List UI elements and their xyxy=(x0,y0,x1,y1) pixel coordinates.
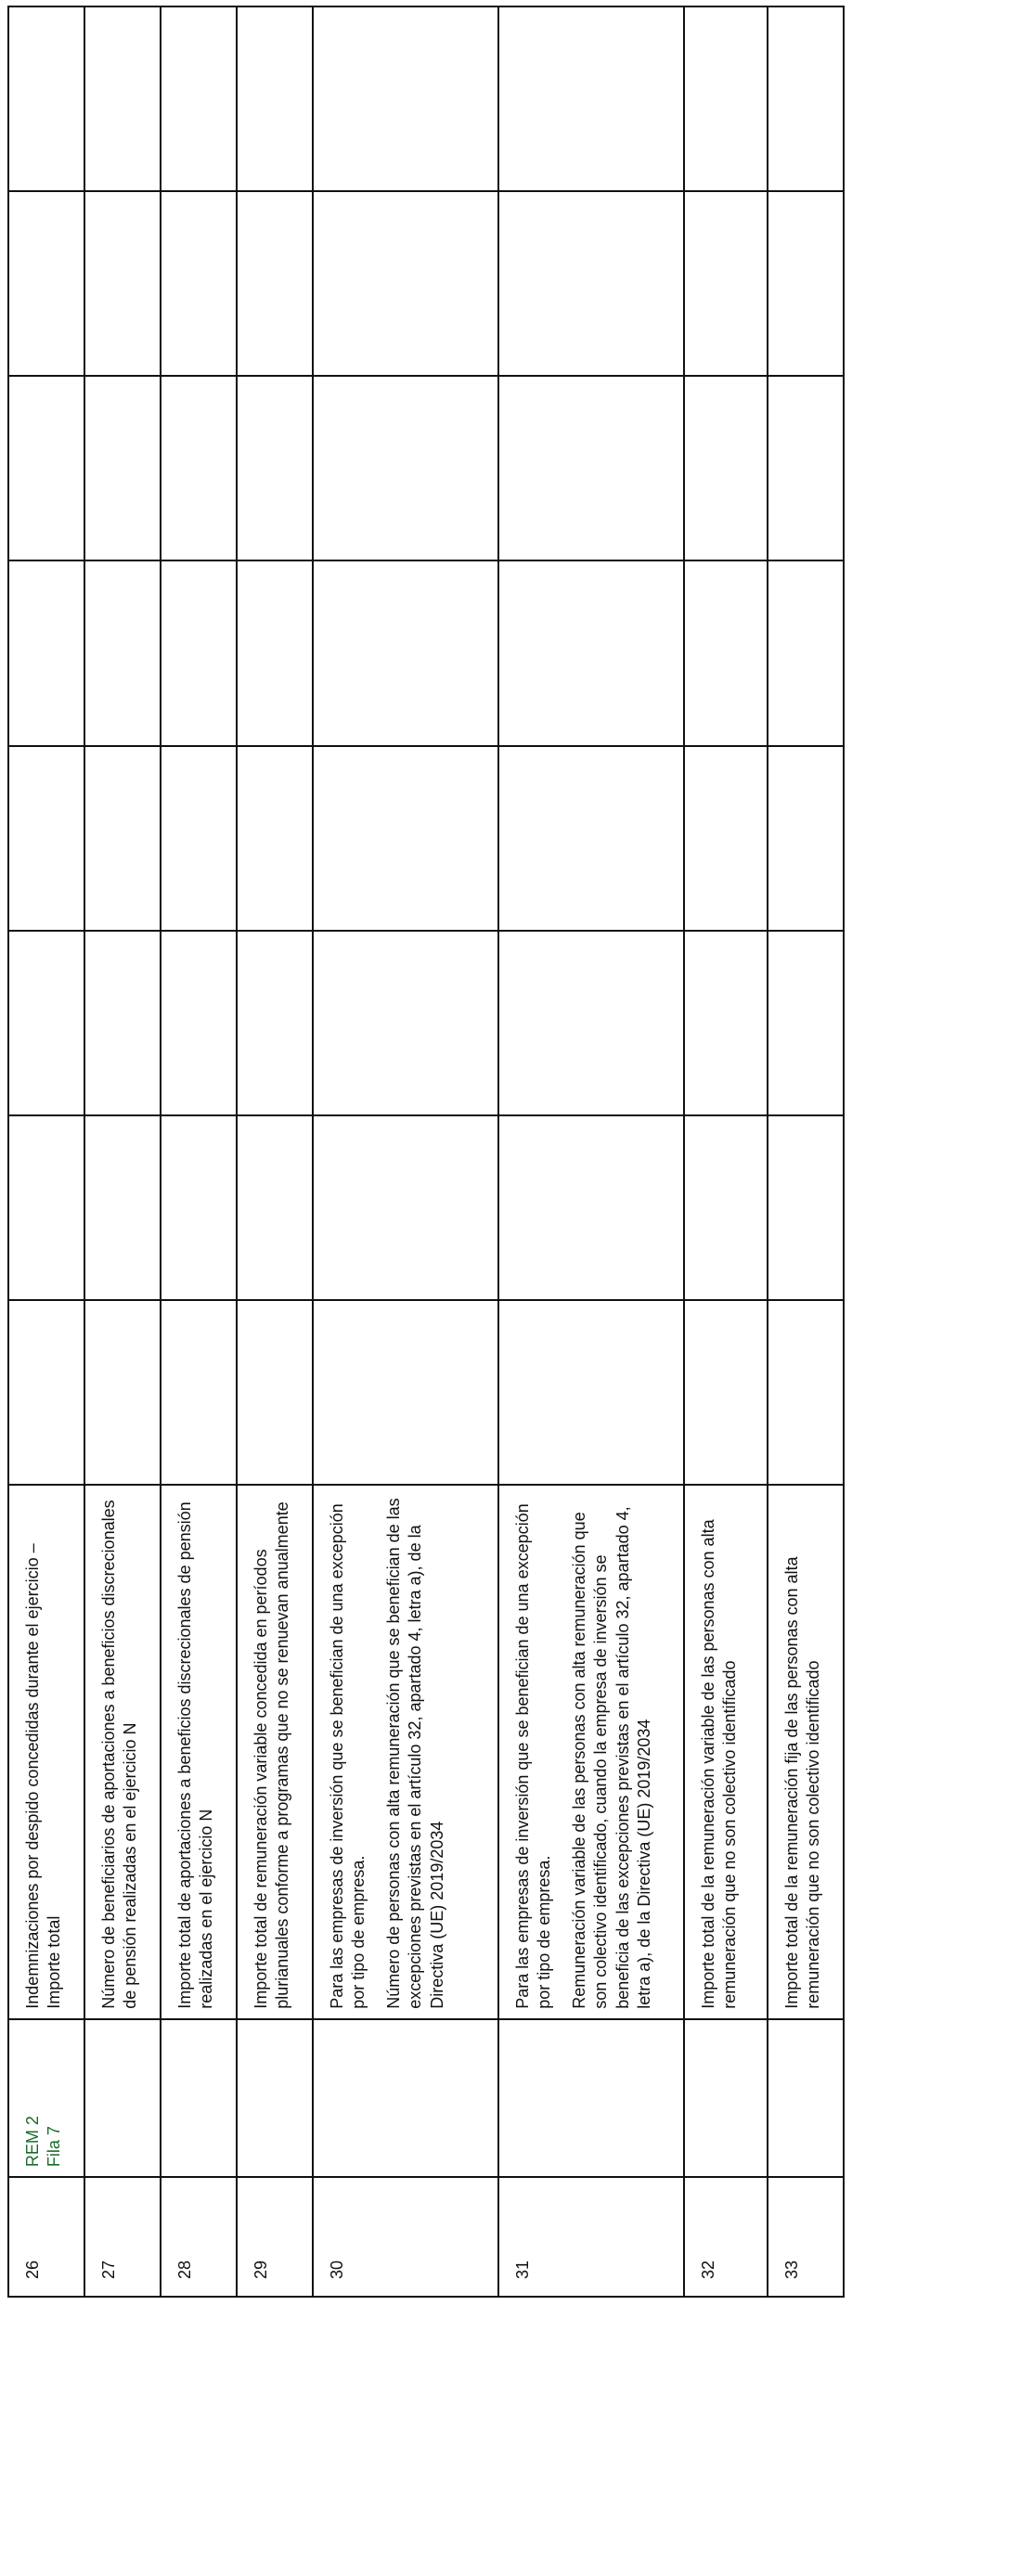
empty-value-cell xyxy=(161,191,237,376)
row-reference xyxy=(768,2019,844,2177)
empty-value-cell xyxy=(8,6,84,191)
row-reference xyxy=(684,2019,768,2177)
row-number xyxy=(237,2177,313,2297)
description-paragraph: Remuneración variable de las personas con alta remuneración que son colectivo identificado, cuando la empresa de inversión se beneficia de las excepciones previstas en el artículo 32, apartado 4, letra a), de la Directiva (UE) 2019/2034 xyxy=(569,1506,653,2009)
empty-value-cell xyxy=(313,191,498,376)
empty-value-cell xyxy=(313,746,498,931)
empty-value-cell xyxy=(237,931,313,1115)
empty-value-cell xyxy=(684,191,768,376)
empty-value-cell xyxy=(313,1300,498,1485)
empty-value-cell xyxy=(8,931,84,1115)
empty-value-cell xyxy=(684,1300,768,1485)
empty-value-cell xyxy=(768,1300,844,1485)
empty-value-cell xyxy=(8,191,84,376)
empty-value-cell xyxy=(8,376,84,560)
empty-value-cell xyxy=(237,1115,313,1300)
row-number xyxy=(8,2177,84,2297)
empty-value-cell xyxy=(498,376,684,560)
description-paragraph: Importe total de aportaciones a beneficios discrecionales de pensión realizadas en el ejercicio N xyxy=(175,1501,216,2009)
description-paragraph: Número de beneficiarios de aportaciones a beneficios discrecionales de pensión realizadas en el ejercicio N xyxy=(99,1500,140,2009)
description-paragraph: Importe total de la remuneración variable de las personas con alta remuneración que no son colectivo identificado xyxy=(699,1519,740,2009)
description-paragraph: Para las empresas de inversión que se benefician de una excepción por tipo de empresa. xyxy=(513,1503,554,2009)
row-number-text: 27 xyxy=(99,2260,118,2279)
row-description xyxy=(313,1485,498,2019)
empty-value-cell xyxy=(684,746,768,931)
row-reference xyxy=(498,2019,684,2177)
table-row xyxy=(768,6,844,2297)
empty-value-cell xyxy=(8,560,84,745)
table-row xyxy=(161,6,237,2297)
empty-value-cell xyxy=(161,1115,237,1300)
empty-value-cell xyxy=(8,1300,84,1485)
empty-value-cell xyxy=(498,746,684,931)
description-paragraph: Importe total de la remuneración fija de las personas con alta remuneración que no son colectivo identificado xyxy=(782,1556,823,2009)
empty-value-cell xyxy=(498,560,684,745)
row-number xyxy=(768,2177,844,2297)
empty-value-cell xyxy=(237,746,313,931)
empty-value-cell xyxy=(498,1115,684,1300)
empty-value-cell xyxy=(498,1300,684,1485)
empty-value-cell xyxy=(84,1115,161,1300)
row-reference xyxy=(237,2019,313,2177)
empty-value-cell xyxy=(84,376,161,560)
remuneration-table xyxy=(7,6,845,2298)
row-number-text: 28 xyxy=(175,2260,194,2279)
empty-value-cell xyxy=(684,1115,768,1300)
empty-value-cell xyxy=(8,1115,84,1300)
row-description xyxy=(498,1485,684,2019)
table-row xyxy=(237,6,313,2297)
empty-value-cell xyxy=(237,191,313,376)
empty-value-cell xyxy=(313,376,498,560)
row-reference xyxy=(313,2019,498,2177)
description-paragraph: Indemnizaciones por despido concedidas durante el ejercicio – Importe total xyxy=(23,1543,64,2009)
empty-value-cell xyxy=(161,1300,237,1485)
empty-value-cell xyxy=(313,6,498,191)
empty-value-cell xyxy=(161,6,237,191)
empty-value-cell xyxy=(768,560,844,745)
row-description xyxy=(161,1485,237,2019)
empty-value-cell xyxy=(684,6,768,191)
empty-value-cell xyxy=(498,191,684,376)
empty-value-cell xyxy=(684,560,768,745)
empty-value-cell xyxy=(498,931,684,1115)
empty-value-cell xyxy=(237,1300,313,1485)
empty-value-cell xyxy=(768,746,844,931)
empty-value-cell xyxy=(84,1300,161,1485)
description-paragraph: Para las empresas de inversión que se benefician de una excepción por tipo de empresa. xyxy=(328,1503,368,2009)
empty-value-cell xyxy=(237,376,313,560)
row-description xyxy=(768,1485,844,2019)
empty-value-cell xyxy=(768,931,844,1115)
row-number-text: 29 xyxy=(252,2260,270,2279)
row-number xyxy=(684,2177,768,2297)
row-number xyxy=(498,2177,684,2297)
row-number-text: 32 xyxy=(699,2260,717,2279)
empty-value-cell xyxy=(84,746,161,931)
row-description xyxy=(684,1485,768,2019)
empty-value-cell xyxy=(237,6,313,191)
table-row xyxy=(84,6,161,2297)
reference-line: REM 2 xyxy=(23,2116,42,2168)
row-reference xyxy=(161,2019,237,2177)
empty-value-cell xyxy=(161,376,237,560)
empty-value-cell xyxy=(84,560,161,745)
empty-value-cell xyxy=(498,6,684,191)
row-number-text: 30 xyxy=(328,2260,346,2279)
row-number-text: 33 xyxy=(782,2260,801,2279)
empty-value-cell xyxy=(768,376,844,560)
row-description xyxy=(84,1485,161,2019)
empty-value-cell xyxy=(313,560,498,745)
reference-line: Fila 7 xyxy=(45,2126,64,2168)
empty-value-cell xyxy=(84,191,161,376)
table-row xyxy=(498,6,684,2297)
empty-value-cell xyxy=(161,746,237,931)
description-paragraph: Número de personas con alta remuneración que se benefician de las excepciones previstas en el artículo 32, apartado 4, letra a), de la Directiva (UE) 2019/2034 xyxy=(383,1498,446,2009)
empty-value-cell xyxy=(313,1115,498,1300)
empty-value-cell xyxy=(237,560,313,745)
description-paragraph: Importe total de remuneración variable concedida en períodos plurianuales conforme a programas que no se renuevan anualmente xyxy=(252,1501,292,2009)
rotated-page xyxy=(2,2,1012,2576)
row-number xyxy=(313,2177,498,2297)
table-row xyxy=(8,6,84,2297)
empty-value-cell xyxy=(768,6,844,191)
row-number-text: 31 xyxy=(513,2260,532,2279)
empty-value-cell xyxy=(684,376,768,560)
row-number xyxy=(161,2177,237,2297)
row-number-text: 26 xyxy=(23,2260,42,2279)
row-reference xyxy=(84,2019,161,2177)
empty-value-cell xyxy=(313,931,498,1115)
row-description xyxy=(237,1485,313,2019)
empty-value-cell xyxy=(768,1115,844,1300)
empty-value-cell xyxy=(768,191,844,376)
empty-value-cell xyxy=(84,6,161,191)
empty-value-cell xyxy=(8,746,84,931)
row-reference xyxy=(8,2019,84,2177)
empty-value-cell xyxy=(684,931,768,1115)
table-row xyxy=(684,6,768,2297)
table-row xyxy=(313,6,498,2297)
empty-value-cell xyxy=(84,931,161,1115)
empty-value-cell xyxy=(161,931,237,1115)
row-number xyxy=(84,2177,161,2297)
empty-value-cell xyxy=(161,560,237,745)
row-description xyxy=(8,1485,84,2019)
